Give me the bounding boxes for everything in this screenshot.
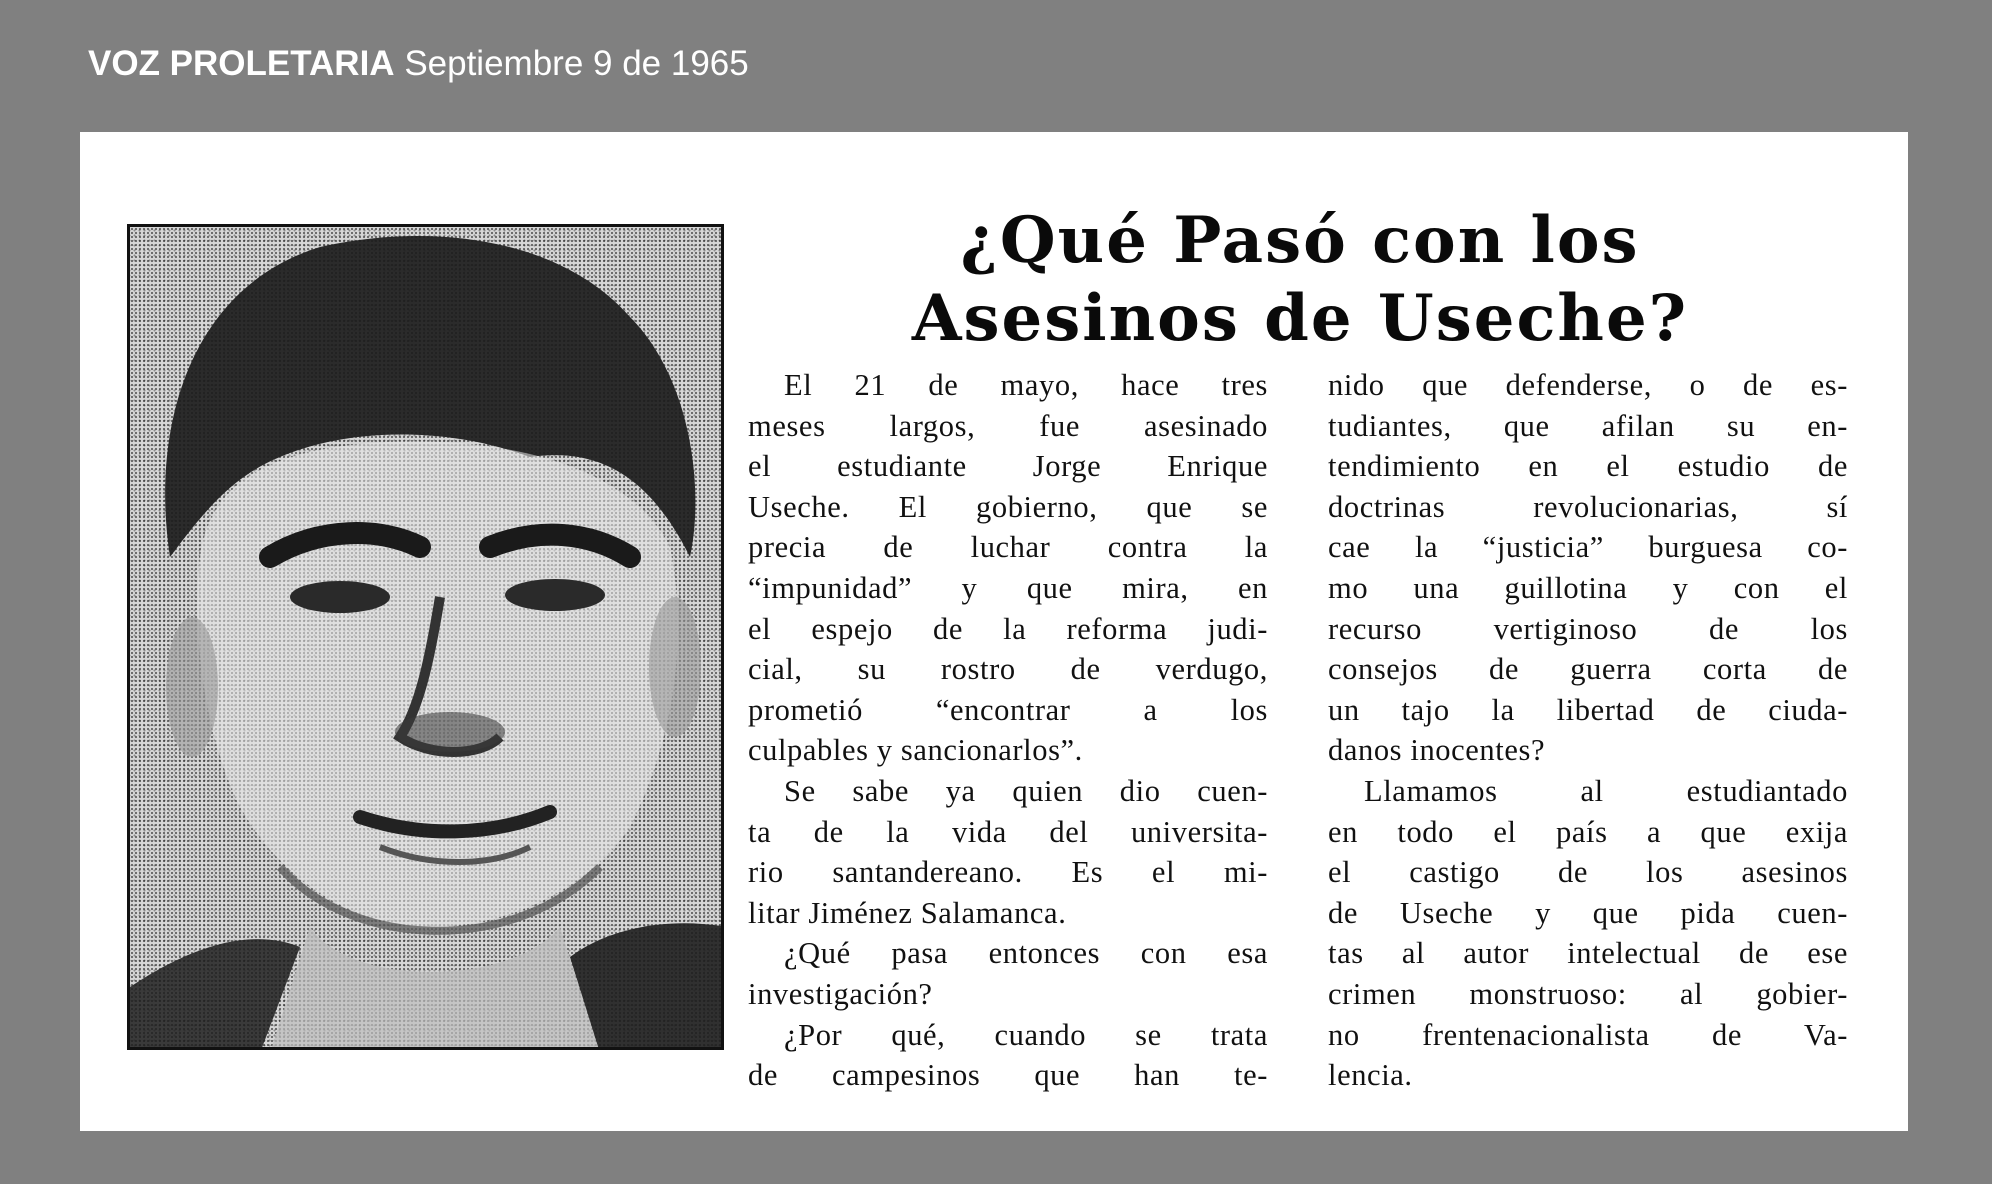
text-line: tudiantes, que afilan su en- — [1328, 408, 1848, 443]
text-line: el estudiante Jorge Enrique — [748, 449, 1268, 484]
text-line: consejos de guerra corta de — [1328, 652, 1848, 687]
portrait-illustration — [130, 227, 724, 1050]
text-line: “impunidad” y que mira, en — [748, 570, 1268, 605]
text-line: ta de la vida del universita- — [748, 814, 1268, 849]
text-line: Llamamos al estudiantado — [1364, 773, 1848, 808]
text-line: cial, su rostro de verdugo, — [748, 652, 1268, 687]
article-column-2 — [1328, 365, 1848, 1096]
image-caption — [88, 44, 749, 84]
text-line: danos inocentes? — [1328, 733, 1546, 768]
text-line: en todo el país a que exija — [1328, 814, 1848, 849]
portrait-photo — [127, 224, 724, 1050]
text-line: culpables y sancionarlos”. — [748, 733, 1083, 768]
text-line: meses largos, fue asesinado — [748, 408, 1268, 443]
text-line: cae la “justicia” burguesa co- — [1328, 530, 1848, 565]
text-line: un tajo la libertad de ciuda- — [1328, 692, 1848, 727]
text-line: tendimiento en el estudio de — [1328, 449, 1848, 484]
text-line: no frentenacionalista de Va- — [1328, 1017, 1848, 1052]
headline-line-2: Asesinos de Useche? — [911, 281, 1689, 356]
text-line: Se sabe ya quien dio cuen- — [784, 773, 1268, 808]
text-line: Useche. El gobierno, que se — [748, 489, 1268, 524]
text-line: precia de luchar contra la — [748, 530, 1268, 565]
article-column-1 — [748, 365, 1268, 1096]
text-line: crimen monstruoso: al gobier- — [1328, 976, 1848, 1011]
text-line: litar Jiménez Salamanca. — [748, 895, 1067, 930]
text-line: rio santandereano. Es el mi- — [748, 855, 1268, 890]
text-line: el castigo de los asesinos — [1328, 855, 1848, 890]
text-line: mo una guillotina y con el — [1328, 570, 1848, 605]
text-line: nido que defenderse, o de es- — [1328, 368, 1848, 402]
text-line: lencia. — [1328, 1058, 1413, 1093]
text-line: investigación? — [748, 976, 933, 1011]
newspaper-clipping — [80, 132, 1908, 1131]
text-line: tas al autor intelectual de ese — [1328, 936, 1848, 971]
text-line: El 21 de mayo, hace tres — [784, 368, 1268, 402]
text-line: de Useche y que pida cuen- — [1328, 895, 1848, 930]
text-line: ¿Qué pasa entonces con esa — [784, 936, 1268, 971]
publication-date: Septiembre 9 de 1965 — [404, 44, 749, 83]
text-line: recurso vertiginoso de los — [1328, 611, 1848, 646]
text-line: prometió “encontrar a los — [748, 692, 1268, 727]
headline-line-1: ¿Qué Pasó con los — [960, 203, 1640, 278]
text-line: doctrinas revolucionarias, sí — [1328, 489, 1848, 524]
text-line: de campesinos que han te- — [748, 1058, 1268, 1093]
publication-name: VOZ PROLETARIA — [88, 44, 395, 83]
text-line: el espejo de la reforma judi- — [748, 611, 1268, 646]
article-headline — [760, 202, 1840, 358]
text-line: ¿Por qué, cuando se trata — [784, 1017, 1268, 1052]
